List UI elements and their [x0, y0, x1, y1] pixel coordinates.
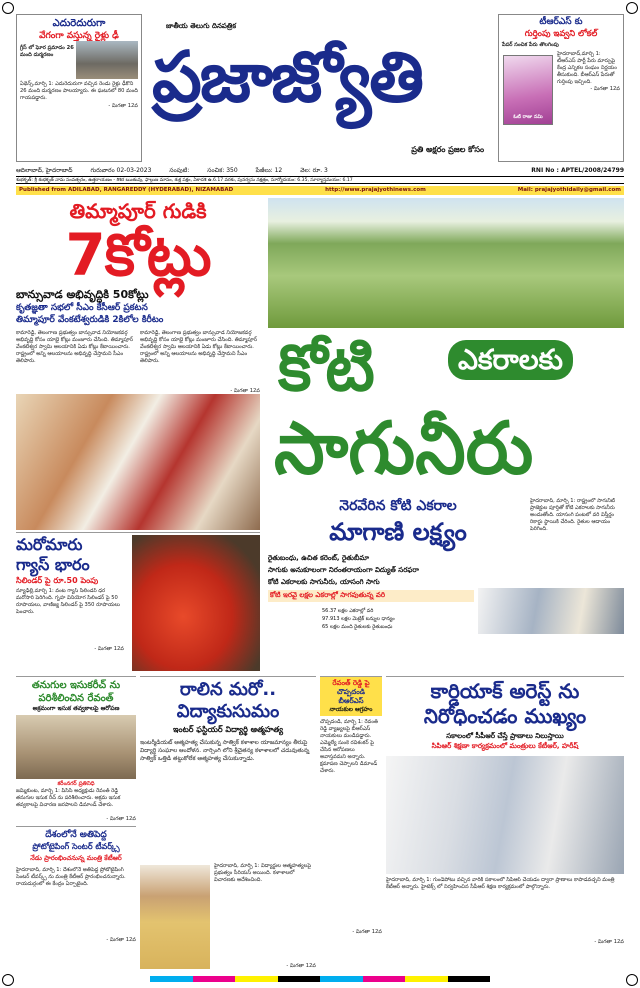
startup-sub: నేడు ప్రారంభించనున్న మంత్రి కేటీఆర్ [30, 854, 122, 862]
revanth-headline1: తనుగుల ఇసుకరీచ్ ను [31, 680, 121, 691]
left-teaser-body: ఏథెన్స్,మార్చి 1: ఎదురెదురుగా వచ్చిన రెండు రైళ్లు ఢీకొని 26 మంది దుర్మరణం పాలయ్యారు. ఈ ఘటనలో 80 మంది గాయపడ్డారు. [20, 81, 138, 101]
temple-sub1: బాన్సువాడ అభివృద్ధికి 50కోట్లు [16, 288, 149, 301]
sand-reach-photo [16, 715, 136, 779]
right-teaser-more: - మిగతా 12వ [590, 86, 620, 92]
cardiac-headline2: నిరోధించడం ముఖ్యం [423, 704, 587, 728]
gas-body: న్యూఢిల్లీ,మార్చి 1: వంట గ్యాస్ సిలిండర్ ధర మరోసారి పెరిగింది. గృహ వినియోగ సిలిండర్ పై 50 రూపాయలు, వాణిజ్య సిలిండర్ పై 350 రూపాయలు పెంచారు. [16, 588, 120, 615]
cpr-event-photo [386, 756, 624, 874]
right-teaser-headline1: టీఆర్ఎస్ కు [539, 17, 583, 27]
book-cover [503, 55, 553, 125]
right-teaser-body: హైదరాబాద్,మార్చి 1: టీఆర్ఎస్ పార్టీ పేరు మార్పుపై కేంద్ర ఎన్నికల సంఘం నిర్ణయం తీసుకుంది. బీఆర్ఎస్ పేరుతో గుర్తింపు ఇచ్చింది. [557, 51, 617, 85]
revanth-more: - మిగతా 12వ [106, 816, 136, 822]
temple-sub3: తిమ్మాపూర్ వేంకటేశ్వరుడికి 2కిలోల కిరీటం [16, 315, 164, 325]
water-stat3: 65 లక్షల మంది రైతులకు రైతుబంధు [322, 624, 393, 630]
student-headline1: రాలిన మరో.. [179, 679, 277, 700]
water-sub1: నెరవేరిన కోటి ఎకరాల [339, 498, 457, 514]
meeting-photo [478, 588, 624, 634]
registration-mark-bottom-right [626, 974, 638, 986]
choppadandi-head-box [320, 677, 382, 716]
left-teaser-headline2: వేగంగా వస్తున్న రైళ్లు ఢీ [39, 31, 119, 41]
registration-mark-top-left [2, 2, 14, 14]
publisher-mail: Mail: prajajyothidaily@gmail.com [517, 187, 621, 193]
gas-headline1: మరోమారు [16, 535, 83, 554]
panchang-text: శుభకృత్: శ్రీ శుభకృత్ నామ సంవత్సరం, ఉత్తరాయణం - శిశిర ఋతువు, ఫాల్గుణ మాసం, శుక్ల పక్షం, ఏకాదశి ఉ.6.17 వరకు, పునర్వసు నక్షత్రం, సూర్యోదయం: 6.35, సూర్యాస్తమయం: 6.17 [16, 178, 353, 183]
publisher-left: Published from ADILABAD, RANGAREDDY (HYDERABAD), NIZAMABAD [19, 187, 234, 193]
water-body: హైదరాబాద్, మార్చి 1: రాష్ట్రంలో సాగునీటి ప్రాజెక్టుల పూర్తితో కోటి ఎకరాలకు సాగునీరు అందుతోంది. యాసంగి పంటలో వరి విస్తీర్ణం రికార్డు స్థాయికి చేరింది. రైతుల ఆదాయం పెరిగింది. [530, 498, 615, 532]
revanth-body: జమ్మికుంట, మార్చి 1: పీసీసీ అధ్యక్షుడు రేవంత్ రెడ్డి తనుగుల ఇసుక రీచ్ ను పరిశీలించారు. అక్రమ ఇసుక తవ్వకాలపై విచారణ జరపాలని డిమాండ్ చేశారు. [16, 788, 121, 808]
publisher-web: http://www.prajajyothinews.com [325, 187, 426, 193]
cardiac-headline1: కార్డియాక్ అరెస్ట్ ను [430, 679, 580, 703]
temple-story [16, 198, 260, 528]
choppadandi-headline3: బీఆర్ఎస్ [338, 697, 364, 705]
water-stat2: 97.913 లక్షల మెట్రిక్ టన్నుల ధాన్యం [322, 616, 395, 622]
gas-cylinder-photo [132, 535, 260, 671]
edition-date: గురువారం 02-03-2023 [90, 167, 152, 174]
masthead-tagline: ప్రతి అక్షరం ప్రజల కోసం [411, 145, 484, 154]
cardiac-story [386, 676, 624, 972]
startup-story [16, 826, 136, 972]
gas-headline2: గ్యాస్ భారం [16, 555, 90, 574]
right-teaser [498, 14, 624, 162]
student-sub: ఇంటర్ ఫస్టియర్ విద్యార్థి ఆత్మహత్య [173, 725, 283, 734]
water-sub2: మాగాణి లక్ష్యం [329, 518, 467, 546]
startup-more: - మిగతా 12వ [106, 937, 136, 943]
edition-volume: సంపుటి: [169, 167, 190, 174]
cardiac-sub2: సిపిఆర్ శిక్షణా కార్యక్రమంలో మంత్రులు కేటీఆర్, హరీష్ [431, 742, 579, 750]
book-cover-label: ఓటి రాజు నమి [513, 114, 543, 120]
startup-body: హైదరాబాద్, మార్చి 1: దేశంలోనే అతిపెద్ద ప్రోటోటైపింగ్ సెంటర్ టీవర్క్స్ ను మంత్రి కేటీఆర్ ప్రారంభించనున్నారు. రాయదుర్గంలో ఈ కేంద్రం ఏర్పాటైంది. [16, 867, 126, 887]
cardiac-body: హైదరాబాద్, మార్చి 1: గుండెపోటు వచ్చిన వారికి సకాలంలో సీపీఆర్ చేయడం ద్వారా ప్రాణాలు కాపాడవచ్చని మంత్రి కేటీఆర్ అన్నారు. హైటెక్స్ లో నిర్వహించిన సీపీఆర్ శిక్షణ కార్యక్రమంలో పాల్గొన్నారు. [386, 877, 615, 890]
temple-body-col2: కామారెడ్డి, తెలంగాణ ప్రభుత్వం బాన్సువాడ నియోజకవర్గ అభివృద్ధి కోసం యాభై కోట్లు మంజూరు చేసింది. తిమ్మాపూర్ వేంకటేశ్వర స్వామి ఆలయానికి ఏడు కోట్లు కేటాయించారు. రాష్ట్రంలో అన్ని ఆలయాలను అభివృద్ధి చేస్తామని సీఎం తెలిపారు. [140, 330, 258, 364]
left-teaser-headline1: ఎదురెదురుగా [52, 18, 106, 29]
train-crash-photo [76, 41, 138, 79]
edition-issue: సంచిక: 350 [207, 167, 238, 174]
cardiac-more: - మిగతా 12వ [594, 939, 624, 945]
revanth-story [16, 676, 136, 822]
student-body: ఇంటర్మీడియట్ ఆత్మహత్య చేసుకున్న సాత్విక్ కళాశాల యాజమాన్యం తీరుపై విద్యార్థి సంఘాల ఆందోళన. నార్సింగి లోని శ్రీచైతన్య కళాశాలలో చదువుతున్న సాత్విక్ ఒత్తిడి తట్టుకోలేక ఆత్మహత్య చేసుకున్నాడు. [140, 740, 310, 762]
choppadandi-story [320, 676, 382, 972]
water-story [268, 332, 624, 672]
startup-headline2: ప్రోటోటైపింగ్ సెంటర్ టీవర్క్స్ [32, 842, 120, 851]
temple-ceremony-photo [16, 394, 260, 530]
student-body2: హైదరాబాద్, మార్చి 1: విద్యార్థుల ఆత్మహత్యలపై ప్రభుత్వం సీరియస్ అయింది. కళాశాలలో విచారణకు ఆదేశించింది. [214, 863, 312, 883]
gas-more: - మిగతా 12వ [94, 646, 124, 652]
edition-pages: పేజీలు: 12 [255, 167, 283, 174]
water-line4: కోటి ఇరవై లక్షల ఎకరాల్లో సాగవుతున్న వరి [268, 590, 474, 602]
edition-strip [16, 166, 624, 175]
choppadandi-headline2: చొప్పదండి [337, 688, 365, 696]
panchang-strip [16, 176, 624, 184]
right-teaser-sub: పేపర్ సంచిక పేరు తొలగింపు [502, 42, 559, 48]
water-kicker: ఎకరాలకు [448, 340, 573, 380]
printer-color-bar [150, 976, 490, 982]
revanth-sub2: కరీంనగర్ ప్రతినిధి [57, 781, 95, 787]
water-line1: రైతుబంధు, ఉచిత కరెంట్, రైతుబీమా [268, 554, 370, 562]
temple-sub2: కృతజ్ఞతా సభలో సీఎం కేసీఆర్ ప్రకటన [16, 303, 148, 313]
temple-big: 7కోట్లు [65, 221, 211, 289]
student-photo [140, 865, 210, 969]
water-line3: కోటి ఎకరాలకు సాగునీరు, యాసంగి సాగు [268, 578, 380, 586]
left-teaser [16, 14, 142, 162]
masthead [148, 12, 494, 162]
student-more: - మిగతా 12వ [286, 963, 316, 969]
farm-photo [268, 198, 624, 328]
student-story [140, 676, 316, 972]
choppadandi-sub: నాయకుల ఆగ్రహం [329, 706, 373, 713]
edition-rni: RNI No : APTEL/2008/24799 [531, 167, 624, 174]
student-headline2: విద్యాకుసుమం [176, 701, 280, 722]
temple-body-col1: కామారెడ్డి, తెలంగాణ ప్రభుత్వం బాన్సువాడ నియోజకవర్గ అభివృద్ధి కోసం యాభై కోట్లు మంజూరు చేసింది. తిమ్మాపూర్ వేంకటేశ్వర స్వామి ఆలయానికి ఏడు కోట్లు కేటాయించారు. రాష్ట్రంలో అన్ని ఆలయాలను అభివృద్ధి చేస్తామని సీఎం తెలిపారు. [16, 330, 134, 364]
gas-story [16, 532, 260, 672]
water-line2: సాగుకు అనుకూలంగా నిరంతరాయంగా విద్యుత్ సరఫరా [268, 566, 419, 574]
edition-city: ఆదిలాబాద్, హైదరాబాద్ [16, 167, 73, 174]
revanth-sub: అక్రమంగా ఇసుక తవ్వకాలపై ఆరోపణ [32, 705, 120, 712]
right-teaser-headline2: గుర్తింపు ఇవ్వని లోకల్ [524, 29, 598, 39]
left-teaser-more: - మిగతా 12వ [108, 103, 138, 109]
left-teaser-sub: గ్రీస్ లో ఘోర ప్రమాదం 26 మంది దుర్మరణం [20, 45, 74, 58]
masthead-tagline-top: జాతీయ తెలుగు దినపత్రిక [166, 22, 236, 30]
choppadandi-body: చొప్పదండి, మార్చి 1: రేవంత్ రెడ్డి వ్యాఖ్యలపై బీఆర్ఎస్ నాయకులు మండిపడ్డారు. ఎమ్మెల్యే సుంకె రవిశంకర్ పై చేసిన ఆరోపణలు అవాస్తవమని అన్నారు. క్షమాపణ చెప్పాలని డిమాండ్ చేశారు. [320, 719, 378, 774]
water-big1: కోటి [278, 332, 375, 406]
startup-headline1: దేశంలోనే అతిపెద్ద [45, 830, 107, 840]
masthead-title: ప్రజాజ్యోతి [152, 36, 422, 118]
choppadandi-headline1: రేవంత్ రెడ్డి పై [332, 679, 370, 687]
water-stat1: 56.37 లక్షల ఎకరాల్లో వరి [322, 608, 374, 614]
registration-mark-bottom-left [2, 974, 14, 986]
publisher-strip [16, 186, 624, 195]
choppadandi-more: - మిగతా 12వ [352, 929, 382, 935]
revanth-headline2: పరిశీలించిన రేవంత్ [38, 693, 114, 704]
edition-price: వెల: రూ. 3 [300, 167, 328, 174]
gas-sub: సిలిండర్ పై రూ.50 పెంపు [16, 576, 99, 585]
water-big2: సాగునీరు [274, 406, 534, 490]
temple-kicker: తిమ్మాపూర్ గుడికి [69, 199, 207, 223]
registration-mark-top-right [626, 2, 638, 14]
temple-more: - మిగతా 12వ [230, 388, 260, 394]
cardiac-sub1: సకాలంలో సీపీఆర్ చేస్తే ప్రాణాలు నిలుస్తాయి [446, 732, 564, 740]
